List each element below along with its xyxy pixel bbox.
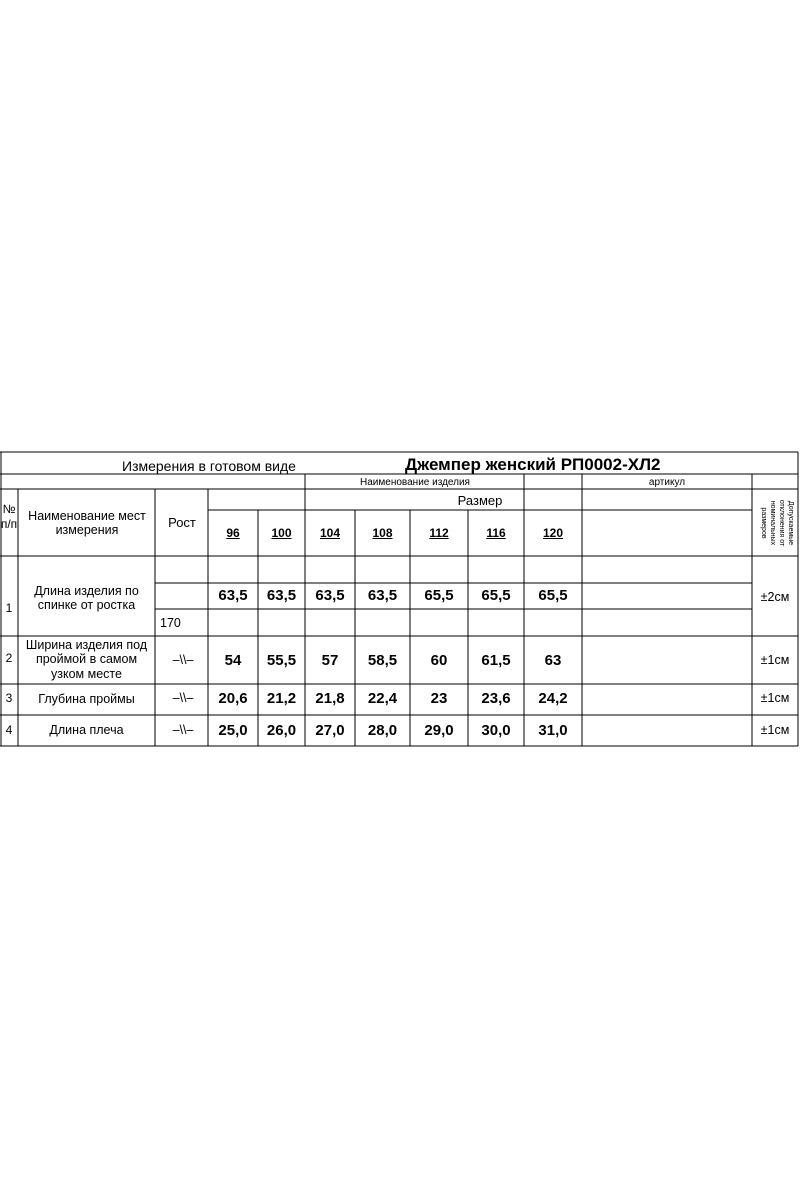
- row-name: Ширина изделия под проймой в самом узком месте: [25, 638, 148, 681]
- row-number: 1: [5, 601, 13, 615]
- row-value: 61,5: [481, 652, 511, 669]
- row-height: 170: [160, 616, 181, 630]
- row-value: 29,0: [424, 722, 454, 739]
- row-value: 65,5: [424, 587, 454, 604]
- row-height: –\\–: [172, 691, 194, 705]
- row-value: 60: [430, 652, 448, 669]
- header-place-name: Наименование мест измерения: [28, 509, 146, 538]
- size-header-112: 112: [429, 526, 449, 540]
- row-value: 30,0: [481, 722, 511, 739]
- size-header-104: 104: [319, 526, 341, 540]
- row-value: 21,2: [266, 690, 297, 707]
- size-header-96: 96: [226, 526, 240, 540]
- row-value: 57: [321, 652, 339, 669]
- row-value: 22,4: [367, 690, 398, 707]
- size-header-100: 100: [271, 526, 292, 540]
- size-header-116: 116: [486, 526, 506, 540]
- row-value: 24,2: [538, 690, 568, 707]
- header-size: Размер: [457, 493, 503, 508]
- product-name-label: Наименование изделия: [360, 477, 470, 488]
- row-value: 63,5: [218, 587, 248, 604]
- row-tolerance: ±1см: [760, 691, 790, 705]
- row-value: 26,0: [266, 722, 297, 739]
- header-tolerance: Допускаемые отклонения от номинальных размеров: [760, 499, 794, 547]
- row-value: 28,0: [367, 722, 398, 739]
- row-value: 21,8: [315, 690, 345, 707]
- row-value: 63,5: [367, 587, 398, 604]
- measure-title: Измерения в готовом виде: [122, 458, 296, 474]
- row-value: 54: [224, 652, 242, 669]
- row-value: 23,6: [481, 690, 511, 707]
- row-value: 65,5: [538, 587, 568, 604]
- row-value: 63: [544, 652, 562, 669]
- row-value: 20,6: [218, 690, 248, 707]
- header-row-no: № п/п: [0, 502, 18, 531]
- row-value: 31,0: [538, 722, 568, 739]
- row-height: –\\–: [172, 723, 194, 737]
- row-value: 63,5: [315, 587, 345, 604]
- row-value: 63,5: [266, 587, 297, 604]
- row-tolerance: ±2см: [760, 590, 790, 604]
- row-tolerance: ±1см: [760, 653, 790, 667]
- product-title: Джемпер женский РП0002-ХЛ2: [405, 455, 661, 474]
- row-tolerance: ±1см: [760, 723, 790, 737]
- row-number: 3: [5, 690, 13, 705]
- row-value: 27,0: [315, 722, 345, 739]
- row-number: 2: [5, 651, 13, 665]
- row-value: 55,5: [266, 652, 297, 669]
- size-header-120: 120: [542, 526, 564, 540]
- row-name: Длина изделия по спинке от ростка: [34, 584, 139, 613]
- size-header-108: 108: [372, 526, 393, 540]
- row-value: 23: [430, 690, 448, 707]
- header-height: Рост: [168, 515, 196, 530]
- row-name: Глубина проймы: [38, 692, 135, 706]
- row-name: Длина плеча: [49, 723, 124, 737]
- row-value: 58,5: [367, 652, 398, 669]
- row-value: 25,0: [218, 722, 248, 739]
- row-number: 4: [5, 723, 13, 737]
- row-value: 65,5: [481, 587, 511, 604]
- article-label: артикул: [648, 477, 686, 488]
- row-height: –\\–: [172, 653, 194, 667]
